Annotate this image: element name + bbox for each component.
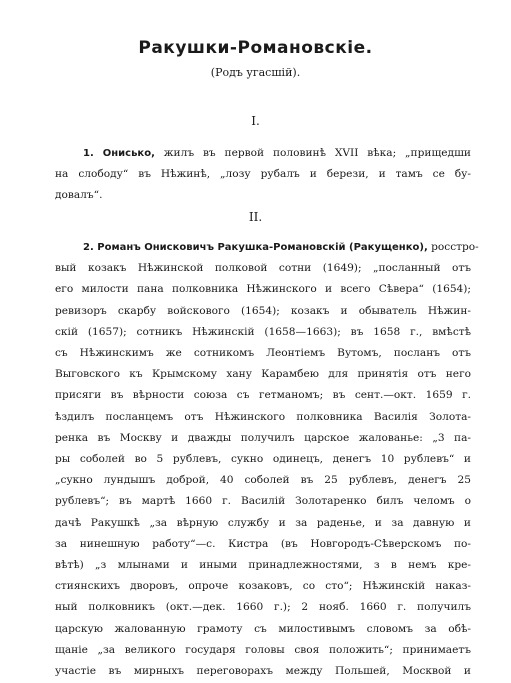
section-number-2: II. bbox=[248, 210, 263, 224]
entry-heading: 1. Онисько, bbox=[83, 148, 155, 159]
paragraph-line: „сукно лундышъ доброй, 40 соболей въ 25 рублевъ, денегъ 25 bbox=[55, 474, 471, 487]
paragraph-roman bbox=[55, 237, 479, 682]
paragraph-line: за нинешную работу“—с. Кистра (въ Новгородъ-Сѣверскомъ по- bbox=[55, 537, 471, 550]
paragraph-line: съ Нѣжинскимъ же сотникомъ Леонтіемъ Вутомъ, посланъ отъ bbox=[55, 347, 471, 360]
page-subtitle: (Родъ угасшій). bbox=[210, 66, 301, 79]
paragraph-line: ревизоръ скарбу войскового (1654); козакъ и обыватель Нѣжин- bbox=[55, 304, 471, 317]
paragraph-onisko bbox=[55, 143, 471, 207]
paragraph-line: его милости пана полковника Нѣжинского и всего Сѣвера“ (1654); bbox=[55, 283, 471, 296]
paragraph-line: вѣтѣ) „з млынами и иными принадлежностями, з в немъ кре- bbox=[55, 559, 471, 572]
paragraph-line: 2. Романъ Онисковичъ Ракушка-Романовскій (Ракущенко), росстро- bbox=[83, 241, 479, 253]
paragraph-line: ѣздилъ посланцемъ отъ Нѣжинского полковника Василія Золота- bbox=[55, 410, 471, 423]
entry-heading: 2. Романъ Онисковичъ Ракушка-Романовскій (Ракущенко), bbox=[83, 242, 428, 253]
paragraph-line: ренка въ Москву и дважды получилъ царское жалованье: „3 па- bbox=[55, 431, 471, 444]
paragraph-line: ный полковникъ (окт.—дек. 1660 г.); 2 нояб. 1660 г. получилъ bbox=[55, 601, 471, 614]
paragraph-line: скій (1657); сотникъ Нѣжинскій (1658—1663); въ 1658 г., вмѣстѣ bbox=[55, 325, 471, 338]
paragraph-line: стиянскихъ дворовъ, опроче козаковъ, со сто“; Нѣжинскій наказ- bbox=[55, 580, 471, 593]
paragraph-line: царскую жалованную грамоту съ милостивымъ словомъ за обѣ- bbox=[55, 622, 471, 635]
paragraph-line: вый козакъ Нѣжинской полковой сотни (1649); „посланный отъ bbox=[55, 262, 471, 275]
paragraph-line: Выговского къ Крымскому хану Карамбею для принятія отъ него bbox=[55, 368, 471, 381]
paragraph-line: 1. Онисько, жилъ въ первой половинѣ XVII вѣка; „прищедши bbox=[83, 147, 471, 159]
paragraph-line: на слободу“ въ Нѣжинѣ, „лозу рубалъ и берези, и тамъ се бу- bbox=[55, 168, 471, 181]
paragraph-line: присяги въ вѣрности союза съ гетманомъ; въ сент.—окт. 1659 г. bbox=[55, 389, 471, 402]
page-title: Ракушки-Романовскіе. bbox=[138, 38, 373, 58]
paragraph-line: дачѣ Ракушкѣ „за вѣрную службу и за раденье, и за давную и bbox=[55, 516, 471, 529]
section-number-1: I. bbox=[251, 114, 260, 128]
paragraph-line: рублевъ“; въ мартѣ 1660 г. Василій Золотаренко билъ челомъ о bbox=[55, 495, 471, 508]
paragraph-line: довалъ“. bbox=[55, 189, 103, 202]
paragraph-line: участіе въ мирныхъ переговорахъ между Польшей, Москвой и bbox=[55, 665, 471, 678]
paragraph-line: ры соболей во 5 рублевъ, сукно одинецъ, денегъ 10 рублевъ“ и bbox=[55, 453, 471, 466]
paragraph-line: щаніе „за великого государя головы своя положить“; принимаетъ bbox=[55, 643, 471, 656]
